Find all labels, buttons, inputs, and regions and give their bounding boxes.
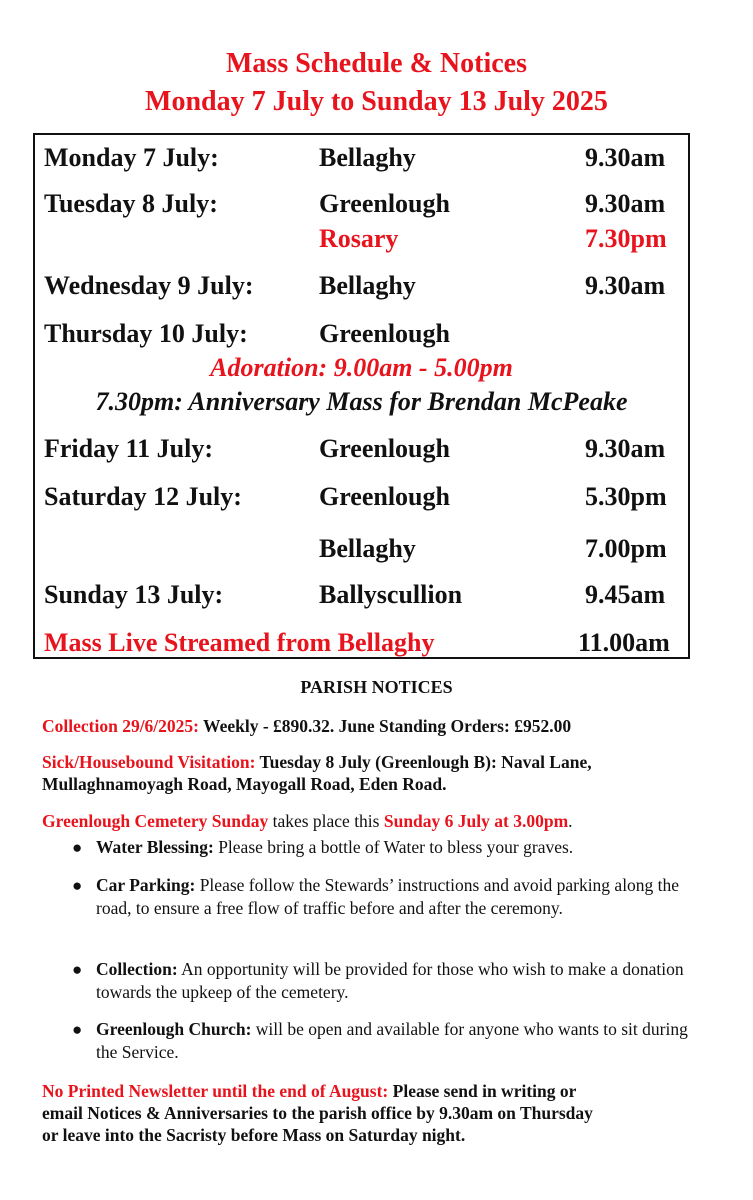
schedule-day: Thursday 10 July:	[44, 319, 248, 348]
schedule-place: Bellaghy	[319, 271, 416, 300]
schedule-time: 7.00pm	[585, 534, 667, 563]
notice-label: Sick/Housebound Visitation:	[42, 752, 256, 772]
notice-label: No Printed Newsletter until the end of August:	[42, 1081, 389, 1101]
bullet-icon: ●	[72, 960, 83, 979]
schedule-place: Greenlough	[319, 189, 450, 218]
bullet-icon: ●	[72, 1020, 83, 1039]
schedule-day: Tuesday 8 July:	[44, 189, 218, 218]
schedule-time: 9.30am	[585, 271, 666, 300]
schedule-place: Bellaghy	[319, 534, 416, 563]
schedule-place: Ballyscullion	[319, 580, 463, 609]
notice-text: Weekly - £890.32. June Standing Orders: £952.00	[199, 716, 572, 736]
schedule-place: Rosary	[319, 224, 399, 253]
schedule-anniversary-mass: 7.30pm: Anniversary Mass for Brendan McPeake	[95, 387, 628, 416]
schedule-time: 9.30am	[585, 189, 666, 218]
schedule-place: Greenlough	[319, 434, 450, 463]
notice-newsletter	[42, 1080, 732, 1146]
notice-text: .	[568, 811, 573, 831]
date-range-subtitle: Monday 7 July to Sunday 13 July 2025	[145, 86, 608, 117]
page-title: Mass Schedule & Notices	[226, 48, 527, 79]
bullet-icon: ●	[72, 876, 83, 895]
mass-schedule-table	[33, 133, 690, 659]
notice-text: Tuesday 8 July (Greenlough B): Naval Lane,	[255, 752, 592, 772]
notice-date: Sunday 6 July at 3.00pm	[383, 811, 569, 831]
bullet-text: Please follow the Stewards’ instructions and avoid parking along the road, to ensure a free flow of traffic before and after the ceremony.	[96, 875, 680, 918]
bullet-label: Collection:	[96, 959, 178, 979]
notice-cemetery-sunday	[42, 810, 732, 832]
notice-label: Collection 29/6/2025:	[42, 716, 199, 736]
bullet-label: Water Blessing:	[96, 837, 214, 857]
notice-text: takes place this	[268, 811, 384, 831]
schedule-time: 9.30am	[585, 434, 666, 463]
bullet-icon: ●	[72, 838, 83, 857]
notice-text: Mullaghnamoyagh Road, Mayogall Road, Eden Road.	[42, 774, 447, 794]
schedule-day: Wednesday 9 July:	[44, 271, 254, 300]
schedule-time: 9.45am	[585, 580, 666, 609]
schedule-time: 5.30pm	[585, 482, 667, 511]
notice-collection	[42, 715, 732, 737]
bullet-label: Greenlough Church:	[96, 1019, 252, 1039]
notice-text: email Notices & Anniversaries to the parish office by 9.30am on Thursday	[42, 1103, 593, 1123]
schedule-place: Bellaghy	[319, 143, 416, 172]
notices-heading: PARISH NOTICES	[300, 677, 453, 697]
notice-sick-visitation	[42, 751, 732, 795]
schedule-time: 7.30pm	[585, 224, 667, 253]
notice-text: Please send in writing or	[388, 1081, 577, 1101]
notice-label: Greenlough Cemetery Sunday	[42, 811, 269, 831]
schedule-day: Sunday 13 July:	[44, 580, 224, 609]
schedule-day: Friday 11 July:	[44, 434, 214, 463]
bullet-text: Please bring a bottle of Water to bless your graves.	[213, 837, 574, 857]
schedule-adoration: Adoration: 9.00am - 5.00pm	[210, 353, 513, 382]
live-stream-time: 11.00am	[578, 628, 670, 657]
schedule-day: Saturday 12 July:	[44, 482, 242, 511]
schedule-place: Greenlough	[319, 482, 450, 511]
notice-text: or leave into the Sacristy before Mass on Saturday night.	[42, 1125, 466, 1145]
bullet-text: will be open and available for anyone who wants to sit during the Service.	[96, 1019, 688, 1062]
bullet-label: Car Parking:	[96, 875, 196, 895]
schedule-day: Monday 7 July:	[44, 143, 219, 172]
schedule-time: 9.30am	[585, 143, 666, 172]
live-stream-label: Mass Live Streamed from Bellaghy	[44, 628, 435, 657]
bullet-text: An opportunity will be provided for those who wish to make a donation towards the upkeep of the cemetery.	[96, 959, 684, 1002]
schedule-place: Greenlough	[319, 319, 450, 348]
